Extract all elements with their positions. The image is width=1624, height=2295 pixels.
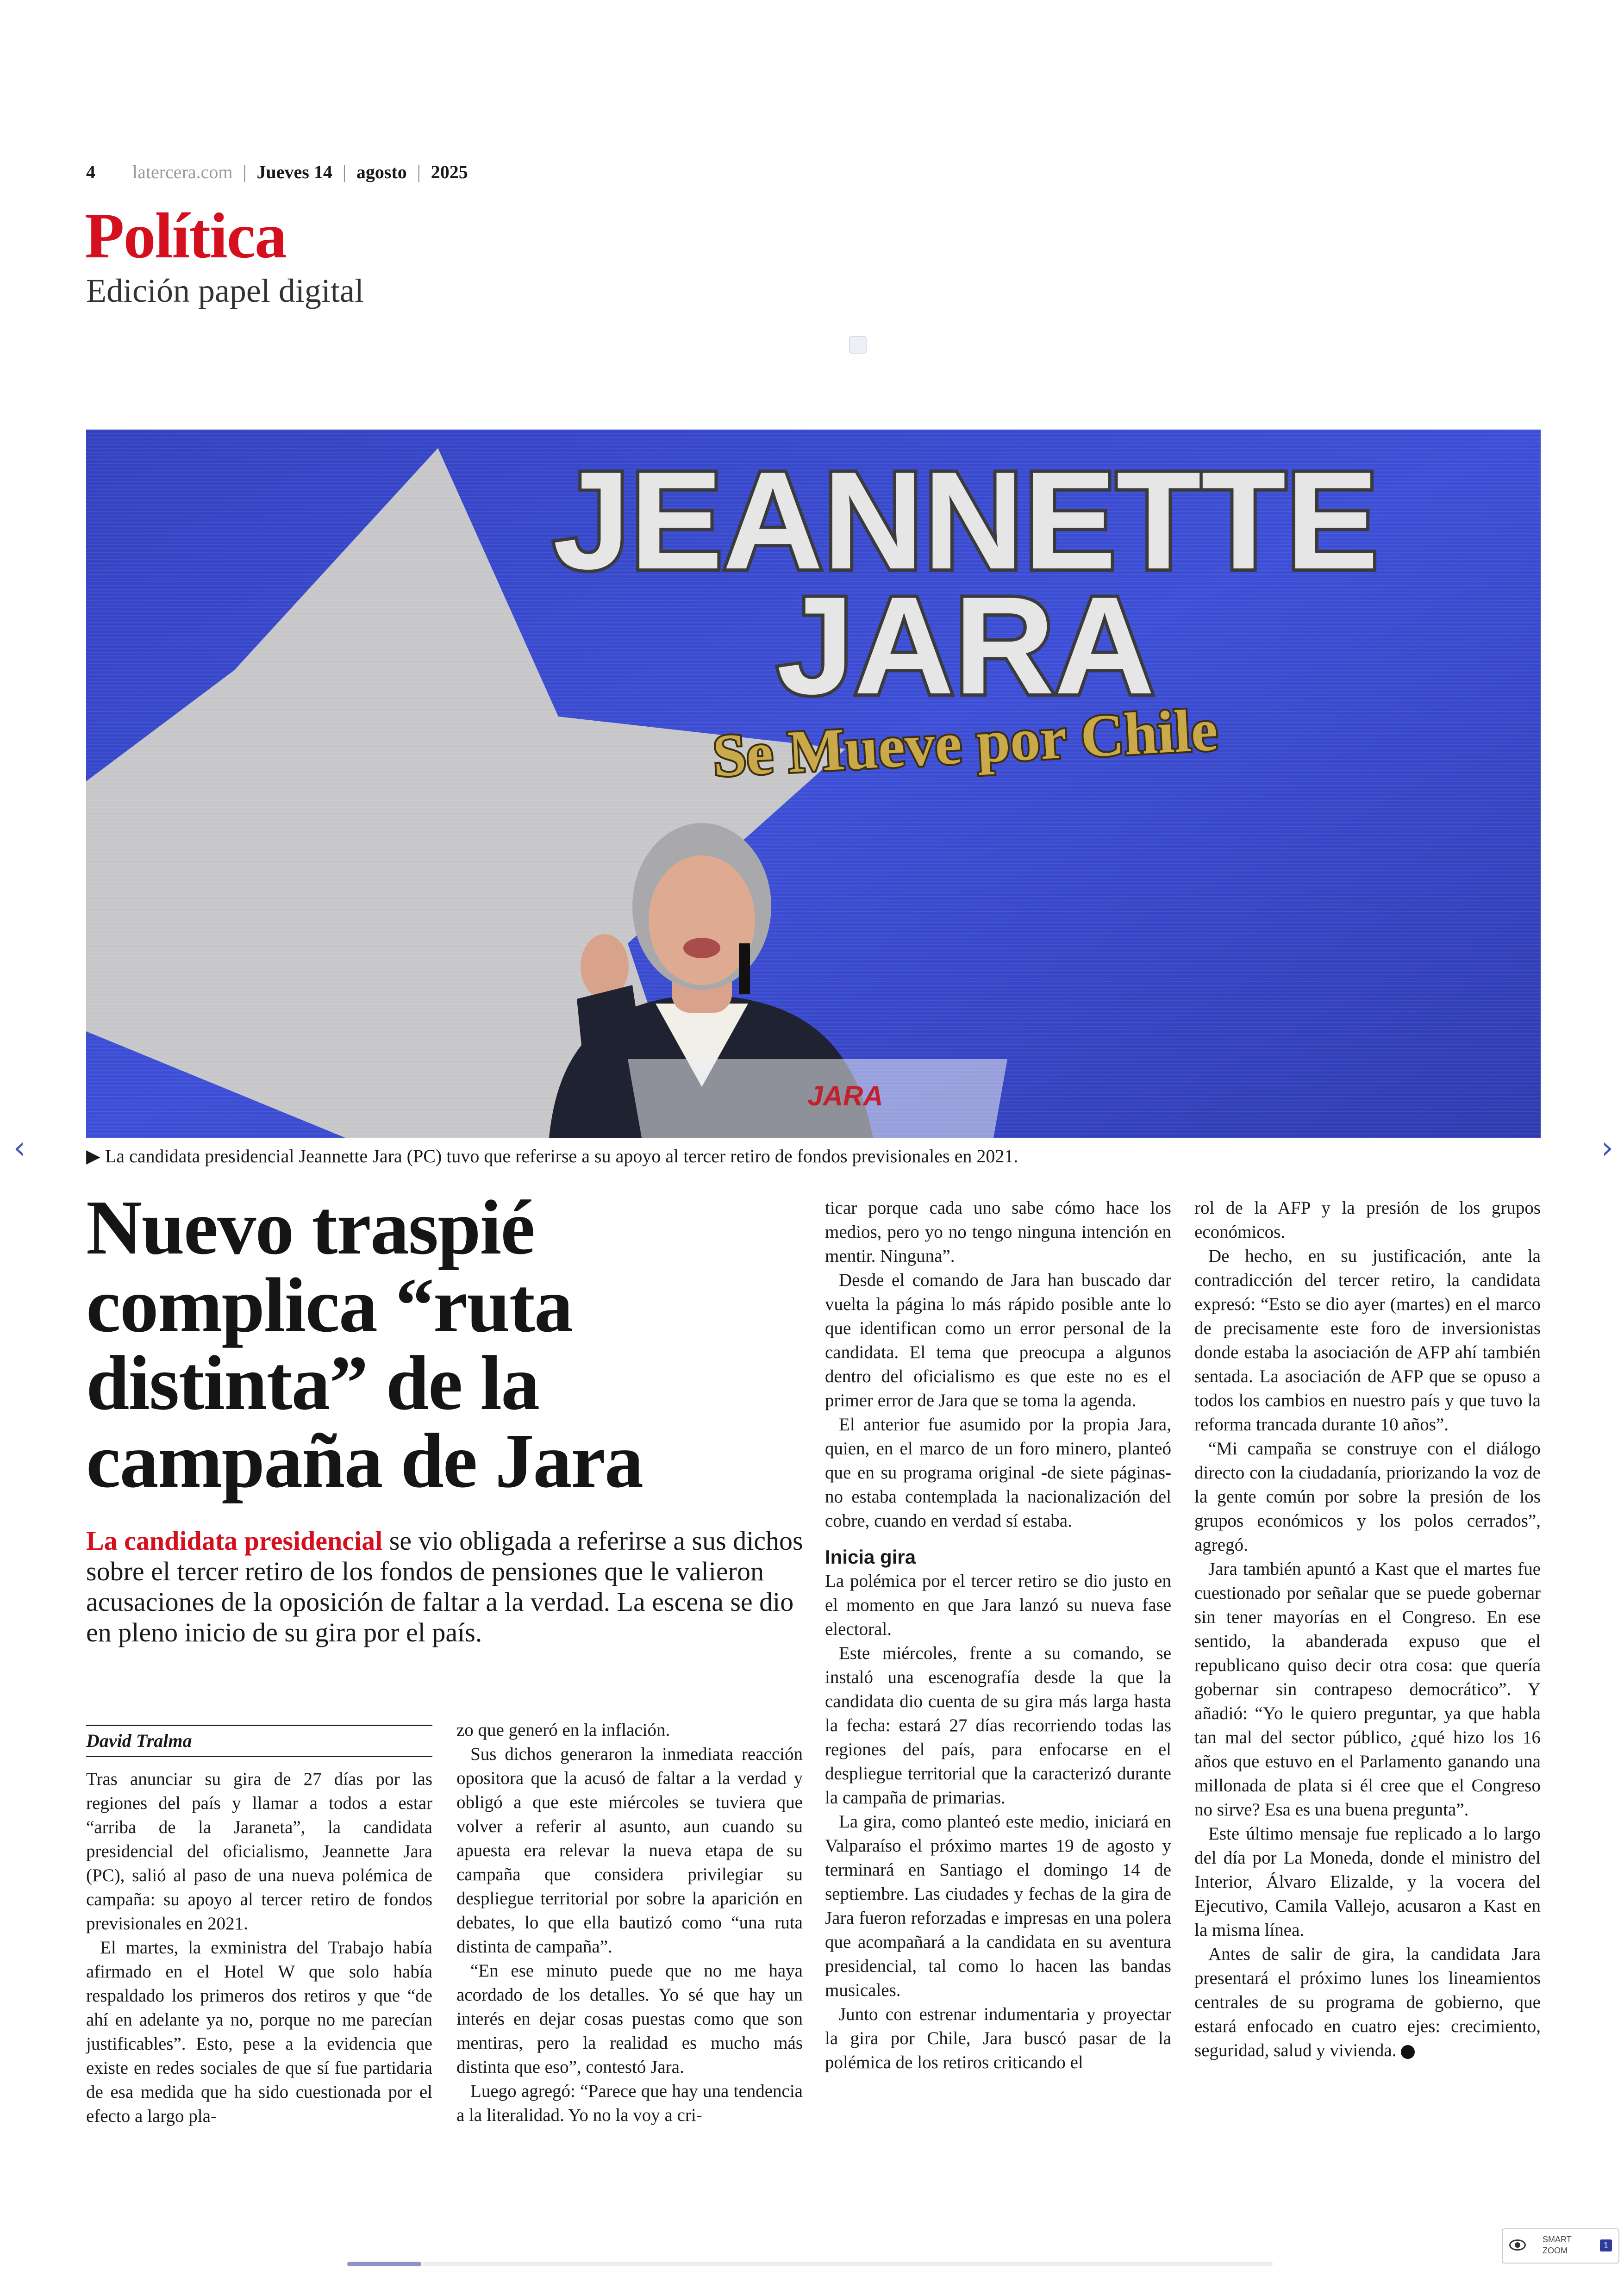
article-column-3 <box>825 1196 1171 2075</box>
paragraph: Jara también apuntó a Kast que el martes fue cuestionado por señalar que se puede gobernar sin tener mayorías en el Congreso. En ese sentido, la abanderada expuso que el republicano quiso decir otra cosa: que quería gobernar sin contrapeso democrático”. Y añadió: “Yo le quiero preguntar, ya que habla tan mal del sector público, ¿qué hizo los 16 años que estuvo en el Parlamento ganando una millonada de plata si él cree que el Congreso no sirve? Esa es una buena pregunta”. <box>1194 1559 1541 1820</box>
smart-zoom-label: SMART ZOOM <box>1543 2235 1572 2255</box>
section-subtitle: Edición papel digital <box>86 272 364 309</box>
paragraph: Luego agregó: “Parece que hay una tendencia a la literalidad. Yo no la voy a cri- <box>456 2081 803 2125</box>
paragraph: zo que generó en la inflación. <box>456 1720 670 1740</box>
article-lead <box>86 1526 808 1648</box>
caption-text: La candidata presidencial Jeannette Jara (PC) tuvo que referirse a su apoyo al tercer retiro de fondos previsionales en 2021. <box>105 1146 1018 1166</box>
paragraph: El martes, la exministra del Trabajo había afirmado en el Hotel W que solo había respaldado los primeros dos retiros y que “de ahí en adelante ya no, porque no me parecían justificables”. Esto, pese a la evidencia que existe en redes sociales de que sí fue partidaria de esa medida que ha sido cuestionada por el efecto a largo pla- <box>86 1938 432 2126</box>
photo-caption <box>86 1145 1541 1167</box>
byline: David Tralma <box>86 1725 432 1757</box>
article-column-2 <box>456 1718 803 2127</box>
header-separator: | <box>417 162 421 182</box>
eye-icon <box>1509 2239 1526 2251</box>
page-progress-fill <box>347 2262 421 2266</box>
header-month: agosto <box>356 162 407 182</box>
article-headline: Nuevo traspié complica “ruta distinta” de la campaña de Jara <box>86 1185 643 1504</box>
next-page-button[interactable]: › <box>1601 1130 1614 1166</box>
banner-line2: JARA <box>776 568 1155 723</box>
ad-placeholder-icon[interactable] <box>849 336 867 354</box>
podium-text: JARA <box>807 1080 883 1111</box>
paragraph: La polémica por el tercer retiro se dio justo en el momento en que Jara lanzó su nueva fase electoral. <box>825 1571 1171 1639</box>
paragraph: Junto con estrenar indumentaria y proyectar la gira por Chile, Jara buscó pasar de la polémica de los retiros criticando el <box>825 2004 1171 2072</box>
page-number: 4 <box>86 162 95 182</box>
paragraph: Sus dichos generaron la inmediata reacción opositora que la acusó de faltar a la verdad y obligó a que este miércoles se tuviera que volver a referir al asunto, aun cuando su apuesta era relevar la nueva etapa de su campaña que considera privilegiar su despliegue territorial por sobre la aparición en debates, lo que ella bautizó como “una ruta distinta de campaña”. <box>456 1744 803 1957</box>
paragraph: Tras anunciar su gira de 27 días por las regiones del país y llamar a todos a estar “arriba de la Jaraneta”, la candidata presidencial del oficialismo, Jeannette Jara (PC), salió al paso de una nueva polémica de campaña: su apoyo al tercer retiro de fondos previsionales en 2021. <box>86 1769 432 1933</box>
header-day: Jueves 14 <box>256 162 332 182</box>
page-progress-bar[interactable] <box>347 2262 1273 2266</box>
paragraph: rol de la AFP y la presión de los grupos económicos. <box>1194 1198 1541 1242</box>
paragraph: De hecho, en su justificación, ante la contradicción del tercer retiro, la candidata expresó: “Esto se dio ayer (martes) en el marco de precisamente este foro de inversionistas donde estaba la asociación de AFP ahí también sentada. La asociación de AFP que se opuso a todos los cambios en nuestro país y que tuvo la reforma trancada durante 10 años”. <box>1194 1246 1541 1434</box>
paragraph: Este miércoles, frente a su comando, se instaló una escenografía desde la que la candidata dio cuenta de su gira más larga hasta la fecha: estará 27 días recorriendo todas las regiones del país, para enfocarse en el despliegue territorial que la caracterizó durante la campaña de primarias. <box>825 1643 1171 1808</box>
article-column-4 <box>1194 1196 1541 2063</box>
prev-page-button[interactable]: ‹ <box>13 1130 26 1166</box>
paragraph: La gira, como planteó este medio, iniciará en Valparaíso el próximo martes 19 de agosto y terminará en Santiago el domingo 14 de septiembre. Las ciudades y fechas de la gira de Jara fueron reforzadas e impresas en una polera que acompañará a la candidata en su aventura presidencial, tal como lo hacen las bandas musicales. <box>825 1812 1171 2000</box>
paragraph: El anterior fue asumido por la propia Jara, quien, en el marco de un foro minero, planteó que en su programa original -de siete páginas- no estaba contemplada la nacionalización del cobre, cuando en verdad sí estaba. <box>825 1415 1171 1531</box>
banner-slogan: Se Mueve por Chile <box>711 696 1219 790</box>
header-separator: | <box>342 162 346 182</box>
article-photo <box>86 430 1541 1138</box>
paragraph-text: Antes de salir de gira, la candidata Jara presentará el próximo lunes los lineamientos centrales de su programa de gobierno, que estará enfocado en cuatro ejes: crecimiento, seguridad, salud y vivienda. <box>1194 1944 1541 2060</box>
paragraph: Este último mensaje fue replicado a lo largo del día por La Moneda, donde el ministro del Interior, Álvaro Elizalde, y la vocera del Ejecutivo, Camila Vallejo, acusaron a Kast en la misma línea. <box>1194 1824 1541 1940</box>
header-year: 2025 <box>431 162 468 182</box>
page-badge: 1 <box>1600 2239 1612 2251</box>
paragraph: Desde el comando de Jara han buscado dar vuelta la página lo más rápido posible ante lo que identifican como un error personal de la candidata. El tema que preocupa a algunos dentro del oficialismo es que este no es el primer error de Jara que se toma la agenda. <box>825 1270 1171 1410</box>
lead-text: se vio obligada a referirse a sus dichos sobre el tercer retiro de los fondos de pensiones que le valieron acusaciones de la oposición de faltar a la verdad. La escena se dio en pleno inicio de su gira por el país. <box>86 1526 803 1647</box>
paragraph: “En ese minuto puede que no me haya acordado de los detalles. Yo sé que hay un interés en dejar cosas puestas como que son mentiras, pero la realidad es mucho más distinta que eso”, contestó Jara. <box>456 1961 803 2077</box>
header-separator: | <box>243 162 247 182</box>
podium <box>628 1059 1007 1138</box>
paragraph: ticar porque cada uno sabe cómo hace los medios, pero yo no tengo ninguna intención en mentir. Ninguna”. <box>825 1198 1171 1266</box>
paragraph: “Mi campaña se construye con el diálogo directo con la ciudadanía, priorizando la voz de la gente común por sobre la presión de los grupos económicos y los polos cerrados”, agregó. <box>1194 1439 1541 1555</box>
paragraph <box>1194 1942 1541 2063</box>
caption-arrow-icon: ▶ <box>86 1146 105 1166</box>
subheading: Inicia gira <box>825 1546 916 1568</box>
end-of-article-icon <box>1401 2045 1415 2059</box>
section-title: Política <box>85 200 286 272</box>
page-header <box>86 161 468 183</box>
site-name: latercera.com <box>132 162 233 182</box>
lead-accent: La candidata presidencial <box>86 1526 383 1556</box>
smart-zoom-widget[interactable] <box>1502 2228 1619 2264</box>
article-column-1 <box>86 1767 432 2128</box>
banner-line1: JEANNETTE <box>553 443 1379 598</box>
